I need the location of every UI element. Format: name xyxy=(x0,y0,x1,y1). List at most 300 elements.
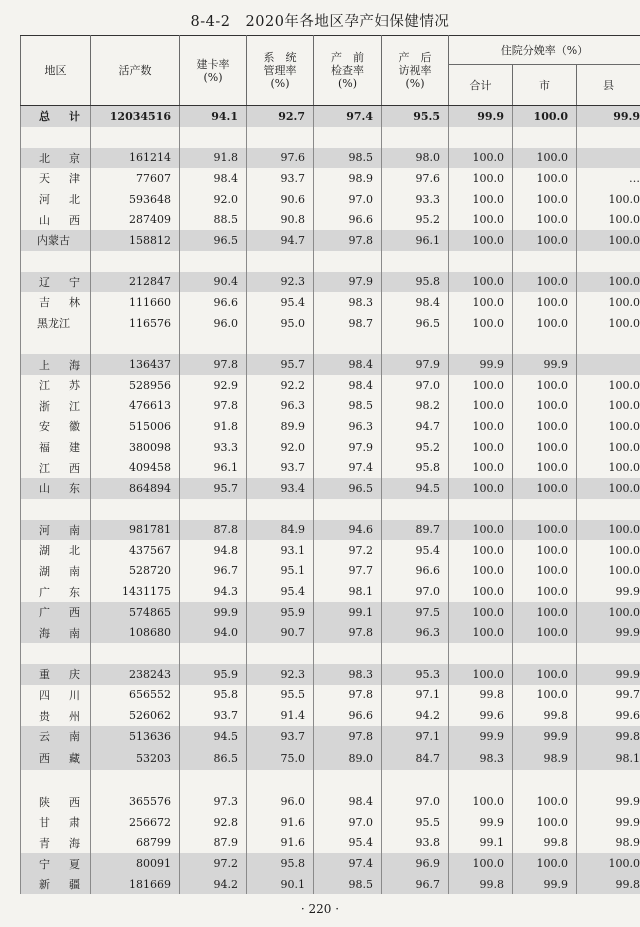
spacer-row xyxy=(21,127,640,148)
post-cell: 96.1 xyxy=(382,230,449,251)
region-cell: 甘 肃 xyxy=(21,812,91,833)
mgmt-cell: 95.8 xyxy=(247,853,314,874)
pre-cell: 97.0 xyxy=(314,812,382,833)
spacer-cell xyxy=(577,643,640,664)
post-cell: 84.7 xyxy=(382,746,449,770)
mgmt-cell: 89.9 xyxy=(247,416,314,437)
h-city-cell: 100.0 xyxy=(513,416,577,437)
post-cell: 95.5 xyxy=(382,812,449,833)
spacer-cell xyxy=(382,643,449,664)
card-cell: 97.8 xyxy=(180,354,247,375)
mgmt-cell: 91.4 xyxy=(247,705,314,726)
h-city-cell: 100.0 xyxy=(513,292,577,313)
spacer-cell xyxy=(314,333,382,354)
h-city-cell: 100.0 xyxy=(513,540,577,561)
h-county-cell: 100.0 xyxy=(577,437,640,458)
pre-cell: 97.8 xyxy=(314,726,382,747)
region-cell: 总 计 xyxy=(21,106,91,127)
spacer-cell xyxy=(21,127,91,148)
pre-cell: 97.9 xyxy=(314,272,382,293)
pre-cell: 94.6 xyxy=(314,520,382,541)
h-county-cell: 99.8 xyxy=(577,726,640,747)
h-county-cell: 100.0 xyxy=(577,313,640,334)
h-city-cell: 98.9 xyxy=(513,746,577,770)
pre-cell: 98.1 xyxy=(314,581,382,602)
spacer-cell xyxy=(513,127,577,148)
h-county-cell: 99.9 xyxy=(577,622,640,643)
h-city-cell: 100.0 xyxy=(513,685,577,706)
h-city-cell: 100.0 xyxy=(513,168,577,189)
mgmt-cell: 75.0 xyxy=(247,746,314,770)
pre-cell: 97.4 xyxy=(314,106,382,127)
h-total-cell: 99.9 xyxy=(449,354,513,375)
post-cell: 96.3 xyxy=(382,622,449,643)
births-cell: 526062 xyxy=(91,705,180,726)
card-cell: 93.3 xyxy=(180,437,247,458)
pre-cell: 98.4 xyxy=(314,354,382,375)
pre-cell: 97.9 xyxy=(314,437,382,458)
h-county-cell: 100.0 xyxy=(577,292,640,313)
card-cell: 99.9 xyxy=(180,602,247,623)
header-prenatal-rate: 产 前 检查率 (%) xyxy=(314,36,382,106)
region-cell: 河 北 xyxy=(21,189,91,210)
spacer-cell xyxy=(382,251,449,272)
card-cell: 97.2 xyxy=(180,853,247,874)
pre-cell: 96.3 xyxy=(314,416,382,437)
card-cell: 87.9 xyxy=(180,833,247,854)
region-cell: 陕 西 xyxy=(21,791,91,812)
region-cell: 新 疆 xyxy=(21,874,91,895)
mgmt-cell: 96.3 xyxy=(247,396,314,417)
pre-cell: 97.4 xyxy=(314,853,382,874)
spacer-cell xyxy=(314,499,382,520)
mgmt-cell: 93.7 xyxy=(247,168,314,189)
mgmt-cell: 92.0 xyxy=(247,437,314,458)
header-hosp-county: 县 xyxy=(577,65,640,106)
births-cell: 528956 xyxy=(91,375,180,396)
mgmt-cell: 90.1 xyxy=(247,874,314,895)
h-city-cell: 99.8 xyxy=(513,705,577,726)
h-total-cell: 100.0 xyxy=(449,853,513,874)
region-cell: 天 津 xyxy=(21,168,91,189)
pre-cell: 96.6 xyxy=(314,705,382,726)
spacer-cell xyxy=(382,499,449,520)
h-county-cell: 98.1 xyxy=(577,746,640,770)
h-county-cell: 99.7 xyxy=(577,685,640,706)
h-county-cell: 99.9 xyxy=(577,812,640,833)
h-city-cell: 100.0 xyxy=(513,664,577,685)
spacer-cell xyxy=(247,499,314,520)
post-cell: 97.0 xyxy=(382,581,449,602)
pre-cell: 98.5 xyxy=(314,396,382,417)
region-cell: 西 藏 xyxy=(21,746,91,770)
table-row xyxy=(21,354,640,375)
mgmt-cell: 91.6 xyxy=(247,812,314,833)
mgmt-cell: 95.9 xyxy=(247,602,314,623)
spacer-cell xyxy=(21,770,91,791)
h-county-cell: 100.0 xyxy=(577,396,640,417)
h-city-cell: 100.0 xyxy=(513,622,577,643)
region-cell: 湖 北 xyxy=(21,540,91,561)
post-cell: 93.3 xyxy=(382,189,449,210)
card-cell: 87.8 xyxy=(180,520,247,541)
h-city-cell: 100.0 xyxy=(513,272,577,293)
spacer-cell xyxy=(513,643,577,664)
table-row xyxy=(21,478,640,499)
card-cell: 98.4 xyxy=(180,168,247,189)
region-cell: 江 西 xyxy=(21,457,91,478)
h-county-cell: 100.0 xyxy=(577,230,640,251)
pre-cell: 97.0 xyxy=(314,189,382,210)
births-cell: 1431175 xyxy=(91,581,180,602)
h-county-cell: 100.0 xyxy=(577,416,640,437)
table-row xyxy=(21,148,640,169)
spacer-cell xyxy=(314,643,382,664)
h-total-cell: 100.0 xyxy=(449,540,513,561)
header-card-rate: 建卡率 (%) xyxy=(180,36,247,106)
card-cell: 86.5 xyxy=(180,746,247,770)
region-cell: 山 西 xyxy=(21,209,91,230)
h-total-cell: 100.0 xyxy=(449,230,513,251)
table-row xyxy=(21,437,640,458)
spacer-cell xyxy=(577,499,640,520)
region-cell: 河 南 xyxy=(21,520,91,541)
pre-cell: 96.5 xyxy=(314,478,382,499)
spacer-cell xyxy=(449,770,513,791)
table-row xyxy=(21,230,640,251)
card-cell: 90.4 xyxy=(180,272,247,293)
births-cell: 53203 xyxy=(91,746,180,770)
h-county-cell xyxy=(577,148,640,169)
mgmt-cell: 93.7 xyxy=(247,726,314,747)
post-cell: 96.6 xyxy=(382,561,449,582)
post-cell: 95.4 xyxy=(382,540,449,561)
post-cell: 96.9 xyxy=(382,853,449,874)
card-cell: 94.3 xyxy=(180,581,247,602)
h-total-cell: 100.0 xyxy=(449,561,513,582)
spacer-row xyxy=(21,333,640,354)
table-body xyxy=(21,106,640,895)
births-cell: 158812 xyxy=(91,230,180,251)
card-cell: 95.9 xyxy=(180,664,247,685)
spacer-cell xyxy=(314,127,382,148)
post-cell: 95.2 xyxy=(382,437,449,458)
h-total-cell: 100.0 xyxy=(449,209,513,230)
h-total-cell: 100.0 xyxy=(449,602,513,623)
h-total-cell: 99.8 xyxy=(449,874,513,895)
table-row xyxy=(21,705,640,726)
spacer-cell xyxy=(513,251,577,272)
mgmt-cell: 92.3 xyxy=(247,664,314,685)
table-row xyxy=(21,520,640,541)
h-total-cell: 99.9 xyxy=(449,726,513,747)
post-cell: 95.8 xyxy=(382,457,449,478)
card-cell: 88.5 xyxy=(180,209,247,230)
h-total-cell: 100.0 xyxy=(449,148,513,169)
post-cell: 94.5 xyxy=(382,478,449,499)
h-total-cell: 100.0 xyxy=(449,416,513,437)
spacer-row xyxy=(21,770,640,791)
card-cell: 97.8 xyxy=(180,396,247,417)
mgmt-cell: 91.6 xyxy=(247,833,314,854)
h-city-cell: 100.0 xyxy=(513,602,577,623)
h-county-cell: 99.9 xyxy=(577,106,640,127)
h-total-cell: 99.8 xyxy=(449,685,513,706)
spacer-cell xyxy=(21,643,91,664)
pre-cell: 98.5 xyxy=(314,874,382,895)
h-city-cell: 100.0 xyxy=(513,209,577,230)
table-row xyxy=(21,540,640,561)
table-row xyxy=(21,313,640,334)
pre-cell: 98.3 xyxy=(314,292,382,313)
births-cell: 593648 xyxy=(91,189,180,210)
mgmt-cell: 94.7 xyxy=(247,230,314,251)
spacer-cell xyxy=(449,499,513,520)
births-cell: 108680 xyxy=(91,622,180,643)
spacer-cell xyxy=(91,499,180,520)
pre-cell: 97.8 xyxy=(314,685,382,706)
h-city-cell: 99.8 xyxy=(513,833,577,854)
post-cell: 95.3 xyxy=(382,664,449,685)
h-city-cell: 100.0 xyxy=(513,791,577,812)
spacer-cell xyxy=(513,770,577,791)
mgmt-cell: 84.9 xyxy=(247,520,314,541)
header-postnatal-rate: 产 后 访视率 (%) xyxy=(382,36,449,106)
h-county-cell: 100.0 xyxy=(577,561,640,582)
table-row xyxy=(21,853,640,874)
header-region: 地区 xyxy=(21,36,91,106)
region-cell: 广 东 xyxy=(21,581,91,602)
h-city-cell: 100.0 xyxy=(513,106,577,127)
h-city-cell: 100.0 xyxy=(513,581,577,602)
births-cell: 238243 xyxy=(91,664,180,685)
post-cell: 89.7 xyxy=(382,520,449,541)
h-total-cell: 100.0 xyxy=(449,791,513,812)
table-row xyxy=(21,746,640,770)
h-city-cell: 99.9 xyxy=(513,726,577,747)
pre-cell: 97.8 xyxy=(314,622,382,643)
card-cell: 94.2 xyxy=(180,874,247,895)
card-cell: 91.8 xyxy=(180,416,247,437)
pre-cell: 97.7 xyxy=(314,561,382,582)
region-cell: 贵 州 xyxy=(21,705,91,726)
pre-cell: 97.8 xyxy=(314,230,382,251)
table-row xyxy=(21,561,640,582)
pre-cell: 98.9 xyxy=(314,168,382,189)
spacer-cell xyxy=(180,643,247,664)
h-county-cell: 100.0 xyxy=(577,272,640,293)
region-cell: 浙 江 xyxy=(21,396,91,417)
h-county-cell: 100.0 xyxy=(577,540,640,561)
h-city-cell: 100.0 xyxy=(513,375,577,396)
h-total-cell: 100.0 xyxy=(449,375,513,396)
post-cell: 95.5 xyxy=(382,106,449,127)
pre-cell: 89.0 xyxy=(314,746,382,770)
spacer-cell xyxy=(247,251,314,272)
spacer-cell xyxy=(314,251,382,272)
card-cell: 92.8 xyxy=(180,812,247,833)
card-cell: 96.7 xyxy=(180,561,247,582)
h-total-cell: 100.0 xyxy=(449,478,513,499)
mgmt-cell: 97.6 xyxy=(247,148,314,169)
births-cell: 111660 xyxy=(91,292,180,313)
header-hospital-group: 住院分娩率（%） xyxy=(449,36,640,65)
h-total-cell: 99.6 xyxy=(449,705,513,726)
spacer-row xyxy=(21,251,640,272)
table-row xyxy=(21,272,640,293)
post-cell: 94.2 xyxy=(382,705,449,726)
mgmt-cell: 96.0 xyxy=(247,791,314,812)
mgmt-cell: 95.1 xyxy=(247,561,314,582)
h-total-cell: 98.3 xyxy=(449,746,513,770)
mgmt-cell: 93.1 xyxy=(247,540,314,561)
h-total-cell: 100.0 xyxy=(449,457,513,478)
h-city-cell: 100.0 xyxy=(513,148,577,169)
card-cell: 96.6 xyxy=(180,292,247,313)
mgmt-cell: 95.0 xyxy=(247,313,314,334)
spacer-cell xyxy=(91,770,180,791)
spacer-cell xyxy=(577,770,640,791)
h-total-cell: 100.0 xyxy=(449,622,513,643)
card-cell: 96.5 xyxy=(180,230,247,251)
births-cell: 80091 xyxy=(91,853,180,874)
mgmt-cell: 93.4 xyxy=(247,478,314,499)
spacer-cell xyxy=(91,643,180,664)
h-city-cell: 100.0 xyxy=(513,561,577,582)
table-row xyxy=(21,664,640,685)
pre-cell: 99.1 xyxy=(314,602,382,623)
pre-cell: 98.3 xyxy=(314,664,382,685)
births-cell: 864894 xyxy=(91,478,180,499)
births-cell: 287409 xyxy=(91,209,180,230)
region-cell: 上 海 xyxy=(21,354,91,375)
post-cell: 93.8 xyxy=(382,833,449,854)
births-cell: 161214 xyxy=(91,148,180,169)
births-cell: 656552 xyxy=(91,685,180,706)
card-cell: 92.9 xyxy=(180,375,247,396)
h-county-cell: … xyxy=(577,168,640,189)
table-row xyxy=(21,292,640,313)
mgmt-cell: 95.4 xyxy=(247,292,314,313)
table-row xyxy=(21,189,640,210)
h-city-cell: 100.0 xyxy=(513,520,577,541)
card-cell: 96.0 xyxy=(180,313,247,334)
region-cell: 内蒙古 xyxy=(21,230,91,251)
births-cell: 574865 xyxy=(91,602,180,623)
card-cell: 91.8 xyxy=(180,148,247,169)
post-cell: 95.2 xyxy=(382,209,449,230)
spacer-cell xyxy=(577,333,640,354)
card-cell: 94.1 xyxy=(180,106,247,127)
h-county-cell: 100.0 xyxy=(577,853,640,874)
h-county-cell: 100.0 xyxy=(577,457,640,478)
pre-cell: 96.6 xyxy=(314,209,382,230)
table-row xyxy=(21,396,640,417)
h-total-cell: 100.0 xyxy=(449,664,513,685)
post-cell: 95.8 xyxy=(382,272,449,293)
table-row xyxy=(21,685,640,706)
post-cell: 98.0 xyxy=(382,148,449,169)
h-county-cell: 100.0 xyxy=(577,520,640,541)
card-cell: 94.5 xyxy=(180,726,247,747)
mgmt-cell: 92.2 xyxy=(247,375,314,396)
card-cell: 94.8 xyxy=(180,540,247,561)
post-cell: 97.6 xyxy=(382,168,449,189)
card-cell: 97.3 xyxy=(180,791,247,812)
spacer-cell xyxy=(577,251,640,272)
h-total-cell: 100.0 xyxy=(449,520,513,541)
data-table-container xyxy=(20,35,640,894)
h-total-cell: 100.0 xyxy=(449,292,513,313)
spacer-cell xyxy=(247,333,314,354)
spacer-cell xyxy=(180,499,247,520)
spacer-cell xyxy=(247,643,314,664)
births-cell: 409458 xyxy=(91,457,180,478)
h-total-cell: 99.9 xyxy=(449,812,513,833)
table-row xyxy=(21,168,640,189)
births-cell: 476613 xyxy=(91,396,180,417)
header-hosp-total: 合计 xyxy=(449,65,513,106)
post-cell: 98.2 xyxy=(382,396,449,417)
spacer-cell xyxy=(577,127,640,148)
table-row xyxy=(21,833,640,854)
h-county-cell: 99.9 xyxy=(577,581,640,602)
card-cell: 93.7 xyxy=(180,705,247,726)
h-total-cell: 99.1 xyxy=(449,833,513,854)
spacer-cell xyxy=(180,770,247,791)
spacer-cell xyxy=(382,333,449,354)
mgmt-cell: 95.7 xyxy=(247,354,314,375)
region-cell: 海 南 xyxy=(21,622,91,643)
post-cell: 97.0 xyxy=(382,375,449,396)
spacer-cell xyxy=(21,251,91,272)
table-title: 8-4-2 2020年各地区孕产妇保健情况 xyxy=(190,14,450,30)
post-cell: 96.5 xyxy=(382,313,449,334)
spacer-cell xyxy=(449,127,513,148)
spacer-cell xyxy=(449,643,513,664)
table-row xyxy=(21,209,640,230)
region-cell: 四 川 xyxy=(21,685,91,706)
h-county-cell: 100.0 xyxy=(577,209,640,230)
h-city-cell: 100.0 xyxy=(513,396,577,417)
table-header xyxy=(21,36,640,106)
mgmt-cell: 90.8 xyxy=(247,209,314,230)
post-cell: 97.5 xyxy=(382,602,449,623)
births-cell: 515006 xyxy=(91,416,180,437)
total-row xyxy=(21,106,640,127)
spacer-cell xyxy=(449,251,513,272)
table-row xyxy=(21,791,640,812)
h-city-cell: 99.9 xyxy=(513,354,577,375)
h-county-cell: 100.0 xyxy=(577,478,640,499)
births-cell: 12034516 xyxy=(91,106,180,127)
spacer-cell xyxy=(382,127,449,148)
h-city-cell: 100.0 xyxy=(513,230,577,251)
h-city-cell: 100.0 xyxy=(513,478,577,499)
births-cell: 68799 xyxy=(91,833,180,854)
mgmt-cell: 92.7 xyxy=(247,106,314,127)
region-cell: 安 徽 xyxy=(21,416,91,437)
h-total-cell: 99.9 xyxy=(449,106,513,127)
births-cell: 365576 xyxy=(91,791,180,812)
pre-cell: 98.7 xyxy=(314,313,382,334)
mgmt-cell: 92.3 xyxy=(247,272,314,293)
spacer-cell xyxy=(247,770,314,791)
region-cell: 重 庆 xyxy=(21,664,91,685)
region-cell: 辽 宁 xyxy=(21,272,91,293)
pre-cell: 98.5 xyxy=(314,148,382,169)
region-cell: 青 海 xyxy=(21,833,91,854)
